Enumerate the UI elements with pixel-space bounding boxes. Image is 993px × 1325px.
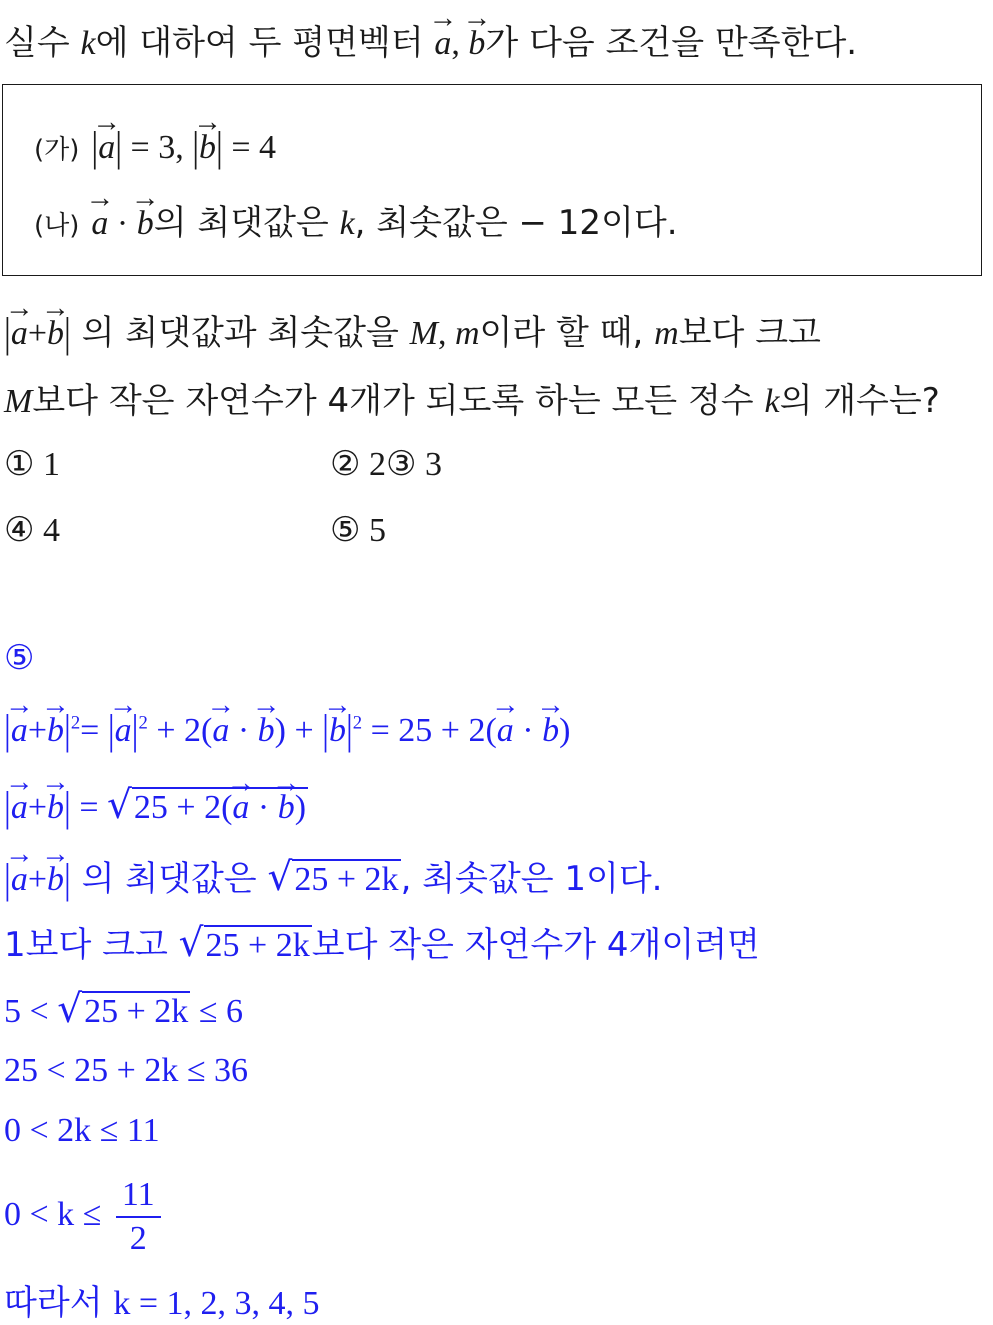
var-m: m [454, 315, 480, 352]
solution-eq-7: 0 < 2k ≤ 11 [4, 1112, 160, 1149]
text: = 4 [222, 129, 277, 166]
text: 의 최댓값과 최솟값을 [70, 313, 410, 353]
conditions-box [2, 84, 982, 276]
problem-line-1 [4, 23, 858, 63]
problem-line-3 [4, 381, 940, 421]
fraction: $\frac{11}{2}$ [116, 1178, 161, 1256]
solution-eq-5: 5 < √ 25 + 2k ≤ 6 [4, 987, 243, 1032]
vector-a: → a [91, 207, 108, 241]
condition-tag: (가) [34, 135, 80, 165]
solution-conclusion: 따라서 k = 1, 2, 3, 4, 5 [4, 1283, 320, 1323]
solution-eq-6: 25 < 25 + 2k ≤ 36 [4, 1052, 249, 1089]
abs-a-plus-b: |→ a+→ b| [4, 315, 71, 352]
text: 에 대하여 두 평면벡터 [95, 23, 435, 63]
var-M: M [409, 315, 438, 352]
var-k: k [764, 383, 780, 420]
var-k: k [80, 25, 96, 62]
text: 보다 작은 자연수가 4개가 되도록 하는 모든 정수 [32, 381, 765, 421]
text: 이라 할 때, [479, 313, 655, 353]
text: , [437, 315, 455, 352]
solution-eq-1: |→ $a+\to b|^2=$ |→ $a|^2 + 2(\to a$ · → b) + |→ $b|^2 = 25 + 2(\to a$ · → b) [4, 714, 570, 748]
text: = 3, [122, 129, 193, 166]
solution-eq-4: 1보다 크고 √ 25 + 2k 보다 작은 자연수가 4개이려면 [4, 921, 760, 966]
vector-a: → a [434, 27, 451, 61]
text: 가 다음 조건을 만족한다. [485, 23, 858, 63]
dot-operator: · [108, 205, 137, 242]
var-k: k [339, 205, 355, 242]
choice-2-3[interactable]: ② 2③ 3 [330, 446, 442, 483]
sqrt: √ 25 + 2k [57, 987, 189, 1032]
abs-a: |→ a| [91, 129, 122, 166]
answer: ⑤ [4, 640, 35, 677]
choice-5[interactable]: ⑤ 5 [330, 512, 386, 549]
var-m: m [654, 315, 679, 352]
abs-b: |→ b| [192, 129, 223, 166]
text: 의 개수는? [779, 381, 940, 421]
sqrt: √ 25 + 2k [267, 855, 399, 900]
sqrt: √ 25 + 2k [178, 921, 310, 966]
choice-4[interactable]: ④ 4 [4, 512, 60, 549]
vector-b: → b [137, 207, 154, 241]
text: , 최솟값은 − 12이다. [354, 203, 678, 243]
text: , [451, 25, 469, 62]
solution-eq-8: 0 < k ≤ $\frac{11}{2}$ [4, 1178, 161, 1256]
condition-ga [34, 124, 277, 171]
text: 실수 [4, 23, 81, 63]
text: 보다 크고 [678, 313, 821, 353]
choice-1[interactable]: ① 1 [4, 446, 60, 483]
condition-na [34, 203, 678, 243]
problem-line-2 [4, 310, 821, 357]
condition-tag: (나) [34, 211, 80, 241]
sqrt: √ 25 + 2(→ a · → b) [107, 786, 308, 825]
vector-b: → b [468, 27, 485, 61]
text: 의 최댓값은 [153, 203, 340, 243]
solution-eq-3: |→ a+→ b| 의 최댓값은 √ 25 + 2k , 최솟값은 1이다. [4, 858, 663, 897]
var-M: M [4, 383, 33, 420]
solution-eq-2: |→ a+→ b| = √ 25 + 2(→ a · → b) [4, 786, 308, 825]
